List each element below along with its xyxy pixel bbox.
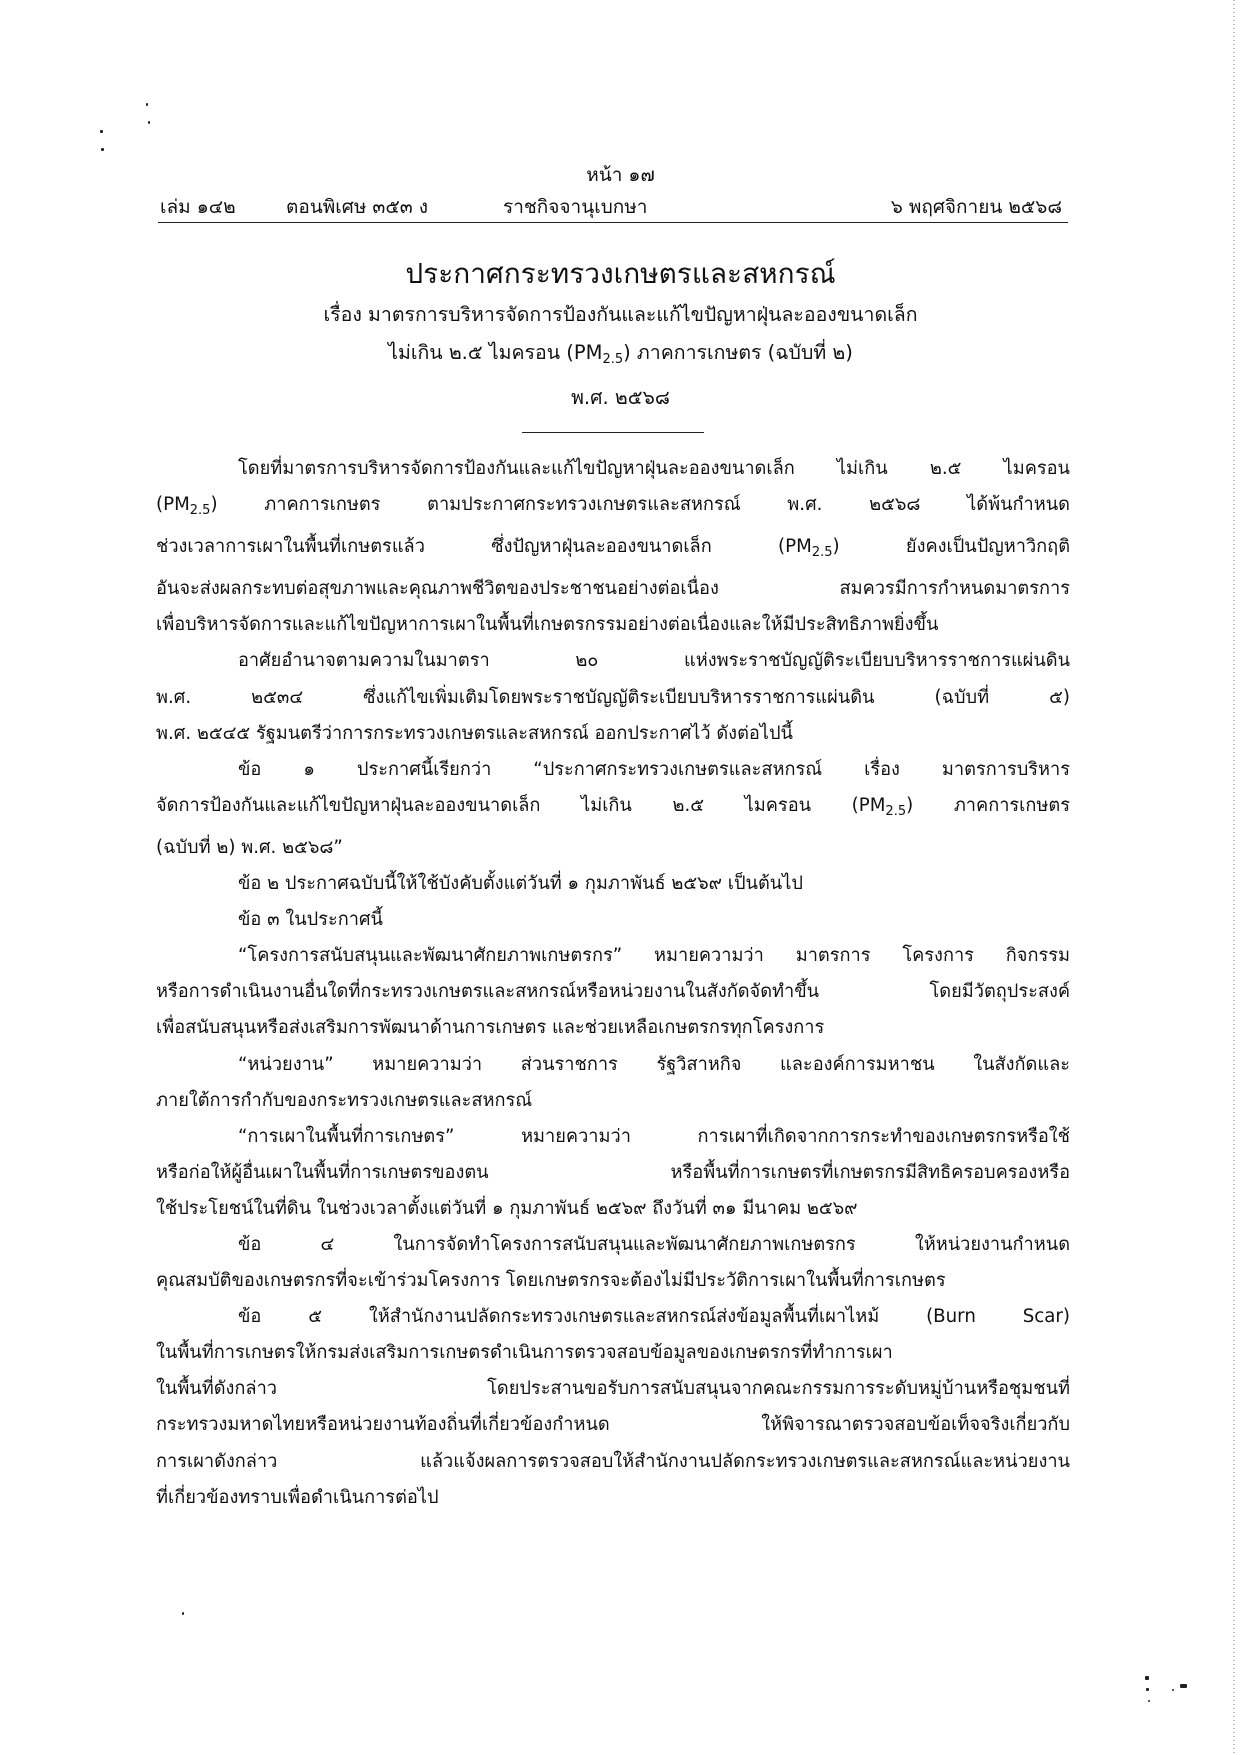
title-divider: [522, 432, 704, 433]
body-line: การเผาดังกล่าว แล้วแจ้งผลการตรวจสอบให้สำนักงานปลัดกระทรวงเกษตรและสหกรณ์และหน่วยงาน: [156, 1450, 1070, 1472]
body-line: พ.ศ. ๒๕๔๕ รัฐมนตรีว่าการกระทรวงเกษตรและสหกรณ์ ออกประกาศไว้ ดังต่อไปนี้: [156, 722, 793, 744]
body-line: ในพื้นที่ดังกล่าว โดยประสานขอรับการสนับสนุนจากคณะกรรมการระดับหมู่บ้านหรือชุมชนที่: [156, 1378, 1070, 1400]
scan-speck: [146, 103, 148, 106]
body-line: “โครงการสนับสนุนและพัฒนาศักยภาพเกษตรกร” หมายความว่า มาตรการ โครงการ กิจกรรม: [238, 945, 1070, 967]
body-line: “การเผาในพื้นที่การเกษตร” หมายความว่า การเผาที่เกิดจากการกระทำของเกษตรกรหรือใช้: [238, 1125, 1070, 1147]
body-line: ช่วงเวลาการเผาในพื้นที่เกษตรแล้ว ซึ่งปัญหาฝุ่นละอองขนาดเล็ก $(PM_{2.5})$ ยังคงเป็นปัญหาวิกฤติ: [156, 536, 1071, 561]
page-number: หน้า ๑๗: [586, 164, 655, 186]
publication-name: ราชกิจจานุเบกษา: [503, 196, 648, 218]
body-line: โดยที่มาตรการบริหารจัดการป้องกันและแก้ไขปัญหาฝุ่นละอองขนาดเล็ก ไม่เกิน ๒.๕ ไมครอน: [238, 458, 1070, 479]
body-line: อันจะส่งผลกระทบต่อสุขภาพและคุณภาพชีวิตของประชาชนอย่างต่อเนื่อง สมควรมีการกำหนดมาตรการ: [156, 578, 1070, 600]
volume-number: เล่ม ๑๔๒: [160, 196, 236, 218]
scan-speck: [1172, 1689, 1174, 1691]
body-line: พ.ศ. ๒๕๓๔ ซึ่งแก้ไขเพิ่มเติมโดยพระราชบัญญัติระเบียบบริหารราชการแผ่นดิน (ฉบับที่ ๕): [156, 686, 1070, 708]
body-line: ข้อ ๔ ในการจัดทำโครงการสนับสนุนและพัฒนาศักยภาพเกษตรกร ให้หน่วยงานกำหนด: [238, 1233, 1070, 1255]
body-line: ข้อ ๑ ประกาศนี้เรียกว่า “ประกาศกระทรวงเกษตรและสหกรณ์ เรื่อง มาตรการบริหาร: [238, 758, 1070, 780]
body-line: (ฉบับที่ ๒) พ.ศ. ๒๕๖๘”: [156, 836, 343, 858]
announcement-body: [156, 451, 1070, 1516]
body-line: หรือการดำเนินงานอื่นใดที่กระทรวงเกษตรและสหกรณ์หรือหน่วยงานในสังกัดจัดทำขึ้น โดยมีวัตถุประสงค์: [156, 981, 1070, 1003]
body-line: คุณสมบัติของเกษตรกรที่จะเข้าร่วมโครงการ โดยเกษตรกรจะต้องไม่มีประวัติการเผาในพื้นที่การเกษตร: [156, 1270, 946, 1292]
body-line: หรือก่อให้ผู้อื่นเผาในพื้นที่การเกษตรของตน หรือพื้นที่การเกษตรที่เกษตรกรมีสิทธิครอบครองหรือ: [156, 1161, 1070, 1183]
scan-speck: [100, 130, 103, 133]
announcement-subject: เรื่อง มาตรการบริหารจัดการป้องกันและแก้ไขปัญหาฝุ่นละอองขนาดเล็ก: [323, 303, 918, 326]
pm-subscript: 2.5: [189, 503, 211, 519]
subject-text: ) ภาคการเกษตร (ฉบับที่ ๒): [623, 341, 853, 364]
body-line: ใช้ประโยชน์ในที่ดิน ในช่วงเวลาตั้งแต่วันที่ ๑ กุมภาพันธ์ ๒๕๖๙ ถึงวันที่ ๓๑ มีนาคม ๒๕๖๙: [156, 1197, 858, 1219]
scan-speck: [1148, 1700, 1150, 1702]
body-line: ในพื้นที่การเกษตรให้กรมส่งเสริมการเกษตรดำเนินการตรวจสอบข้อมูลของเกษตรกรที่ทำการเผา: [156, 1342, 893, 1364]
body-line: เพื่อบริหารจัดการและแก้ไขปัญหาการเผาในพื้นที่เกษตรกรรมอย่างต่อเนื่องและให้มีประสิทธิภาพยิ่งขึ้น: [156, 614, 939, 636]
body-line: อาศัยอำนาจตามความในมาตรา ๒๐ แห่งพระราชบัญญัติระเบียบบริหารราชการแผ่นดิน: [238, 650, 1070, 672]
scan-speck: [182, 1612, 184, 1615]
scan-speck: [1146, 1688, 1149, 1691]
body-line: $(PM_{2.5})$ ภาคการเกษตร ตามประกาศกระทรวงเกษตรและสหกรณ์ พ.ศ. ๒๕๖๘ ได้พ้นกำหนด: [156, 494, 1070, 519]
announcement-title-block: [0, 252, 1241, 417]
issue-number: ตอนพิเศษ ๓๕๓ ง: [286, 196, 429, 218]
body-line: ข้อ ๒ ประกาศฉบับนี้ให้ใช้บังคับตั้งแต่วันที่ ๑ กุมภาพันธ์ ๒๕๖๙ เป็นต้นไป: [238, 873, 803, 895]
body-line: ภายใต้การกำกับของกระทรวงเกษตรและสหกรณ์: [156, 1089, 533, 1111]
scan-speck: [1180, 1684, 1187, 1688]
pm-subscript: 2.5: [885, 803, 907, 819]
scan-speck: [101, 148, 104, 151]
body-line: กระทรวงมหาดไทยหรือหน่วยงานท้องถิ่นที่เกี่ยวข้องกำหนด ให้พิจารณาตรวจสอบข้อเท็จจริงเกี่ยวกับ: [156, 1414, 1070, 1436]
body-line: ข้อ ๕ ให้สำนักงานปลัดกระทรวงเกษตรและสหกรณ์ส่งข้อมูลพื้นที่เผาไหม้ (Burn Scar): [238, 1306, 1070, 1328]
pm-subscript: 2.5: [602, 352, 624, 367]
announcement-subject-cont: [0, 334, 1241, 379]
gazette-header: [158, 192, 1068, 223]
body-line: เพื่อสนับสนุนหรือส่งเสริมการพัฒนาด้านการเกษตร และช่วยเหลือเกษตรกรทุกโครงการ: [156, 1017, 825, 1039]
announcement-title: ประกาศกระทรวงเกษตรและสหกรณ์: [405, 257, 836, 290]
subject-text: ไม่เกิน ๒.๕ ไมครอน (PM: [388, 341, 603, 364]
body-line: ที่เกี่ยวข้องทราบเพื่อดำเนินการต่อไป: [156, 1486, 439, 1508]
body-line: จัดการป้องกันและแก้ไขปัญหาฝุ่นละอองขนาดเล็ก ไม่เกิน ๒.๕ ไมครอน $(PM_{2.5})$ ภาคการเกษตร: [156, 794, 1070, 819]
body-line: “หน่วยงาน” หมายความว่า ส่วนราชการ รัฐวิสาหกิจ และองค์การมหาชน ในสังกัดและ: [238, 1053, 1070, 1075]
body-line: ข้อ ๓ ในประกาศนี้: [238, 909, 383, 931]
scan-speck: [148, 121, 150, 124]
publication-date: ๖ พฤศจิกายน ๒๕๖๘: [890, 196, 1062, 218]
announcement-year: พ.ศ. ๒๕๖๘: [571, 386, 670, 409]
scan-speck: [1145, 1676, 1149, 1680]
pm-subscript: 2.5: [811, 545, 833, 561]
